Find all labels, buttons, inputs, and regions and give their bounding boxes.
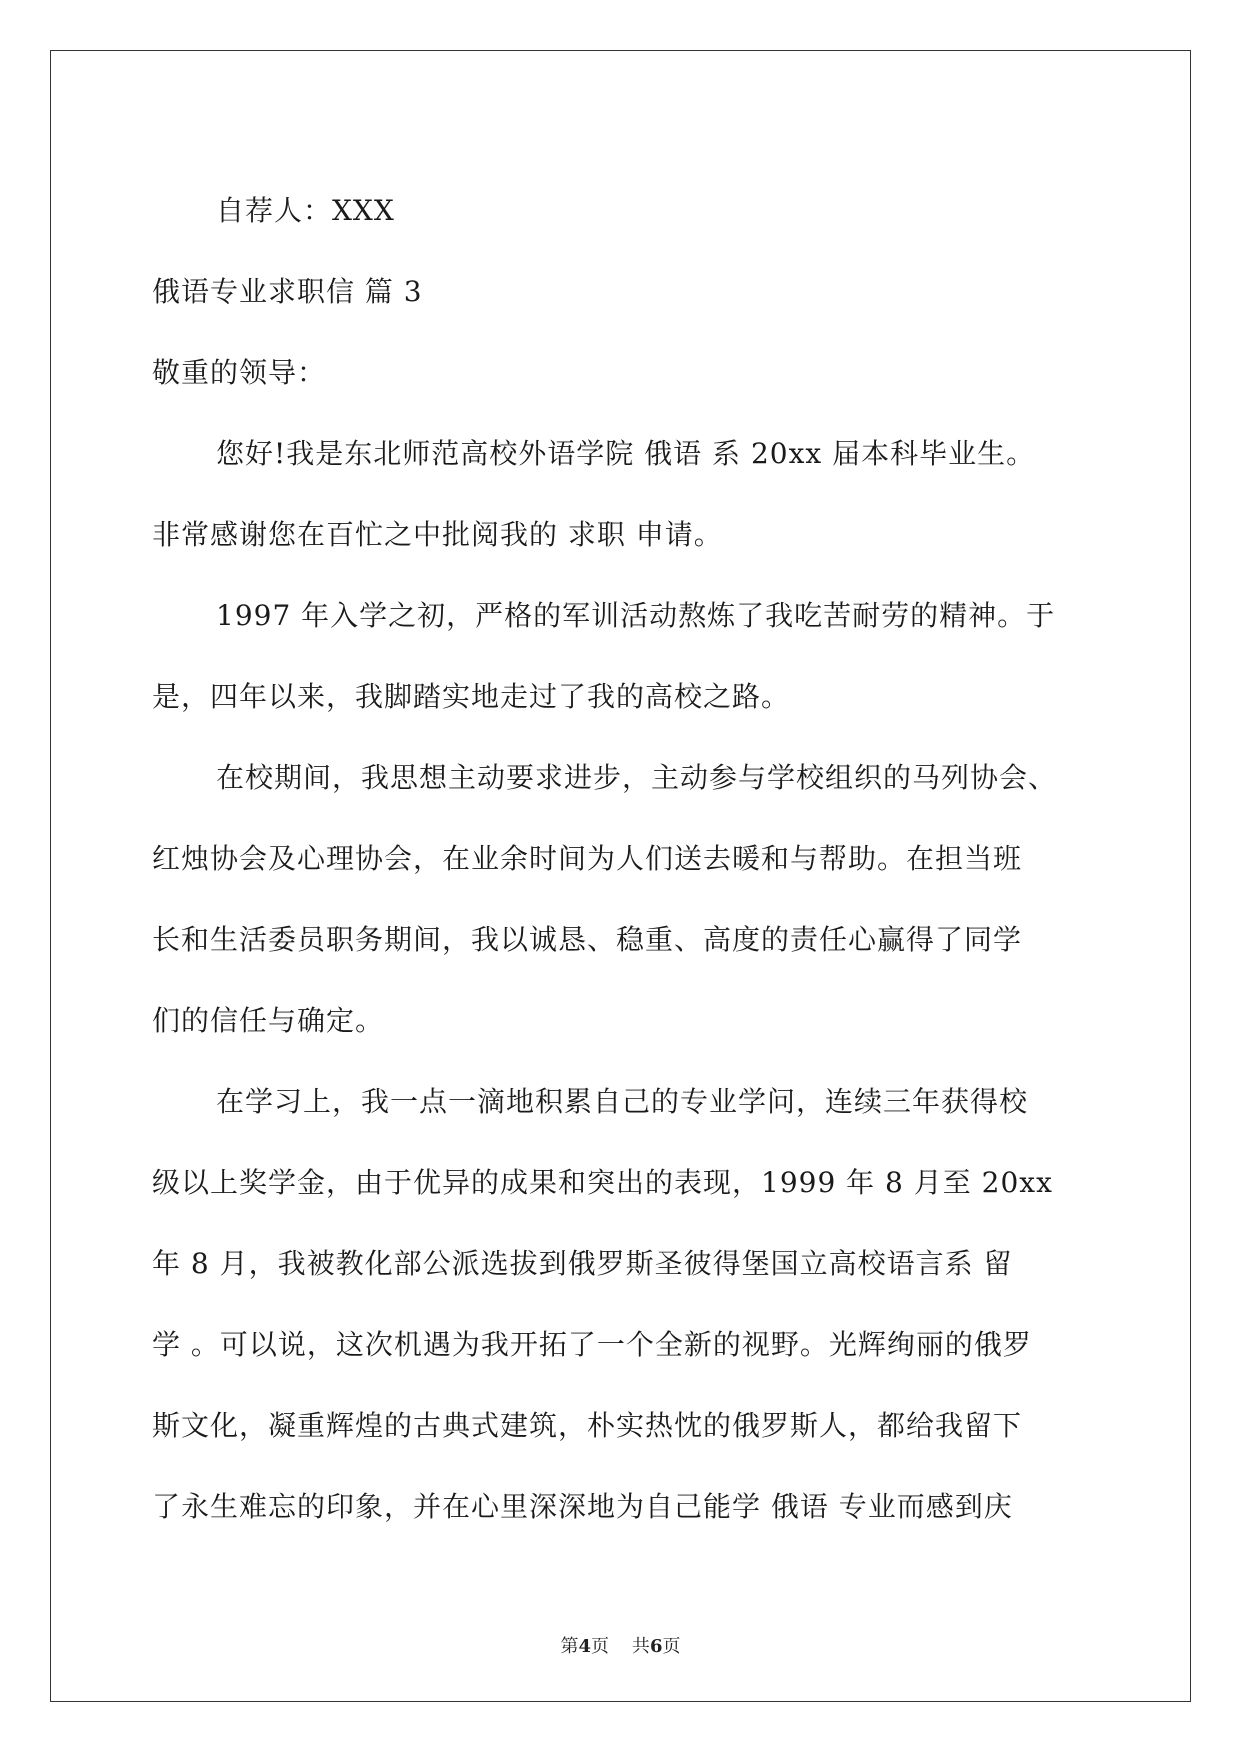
footer-prefix: 第 [560,1636,579,1657]
text-line: 们的信任与确定。 [152,1004,385,1037]
text-line: 在校期间，我思想主动要求进步，主动参与学校组织的马列协会、 [216,761,1058,794]
text-line: 级以上奖学金，由于优异的成果和突出的表现，1999 年 8 月至 20xx [152,1166,1053,1199]
text-line: 非常感谢您在百忙之中批阅我的 求职 申请。 [152,518,723,551]
text-line: 敬重的领导： [152,356,327,389]
text-line: 学 。可以说，这次机遇为我开拓了一个全新的视野。光辉绚丽的俄罗 [152,1328,1032,1361]
current-page-number: 4 [578,1636,592,1657]
total-pages-number: 6 [649,1636,663,1657]
document-body [152,170,1088,1547]
text-line: 斯文化，凝重辉煌的古典式建筑，朴实热忱的俄罗斯人，都给我留下 [152,1409,1023,1442]
text-line: 是，四年以来，我脚踏实地走过了我的高校之路。 [152,680,791,713]
text-line: 在学习上，我一点一滴地积累自己的专业学问，连续三年获得校 [216,1085,1029,1118]
text-line: 您好!我是东北师范高校外语学院 俄语 系 20xx 届本科毕业生。 [216,437,1036,470]
text-line: 1997 年入学之初，严格的军训活动熬炼了我吃苦耐劳的精神。于 [216,599,1056,632]
text-line: 长和生活委员职务期间，我以诚恳、稳重、高度的责任心赢得了同学 [152,923,1023,956]
footer-middle: 页 共 [591,1636,650,1657]
text-line: 俄语专业求职信 篇 3 [152,275,423,308]
text-line: 年 8 月，我被教化部公派选拔到俄罗斯圣彼得堡国立高校语言系 留 [152,1247,1013,1280]
text-line: 红烛协会及心理协会，在业余时间为人们送去暖和与帮助。在担当班 [152,842,1023,875]
page-footer [0,1632,1241,1658]
text-line: 了永生难忘的印象，并在心里深深地为自己能学 俄语 专业而感到庆 [152,1490,1013,1523]
footer-suffix: 页 [662,1636,681,1657]
text-line: 自荐人：XXX [216,194,395,227]
